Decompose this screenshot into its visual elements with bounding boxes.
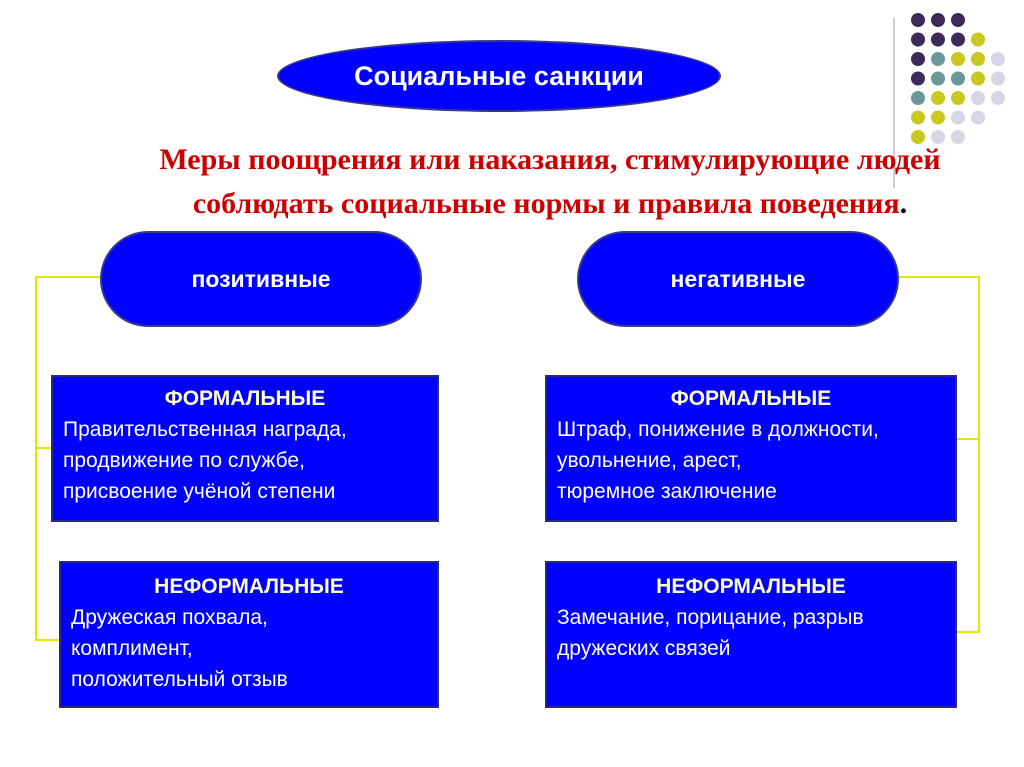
definition-line-2-text: соблюдать социальные нормы и правила поведения [192,187,900,220]
dot-pattern [911,13,1005,144]
negative-formal-line: тюремное заключение [557,480,777,503]
positive-formal-box [51,375,439,522]
decorative-dot [951,72,965,86]
connector-left-vertical [35,276,37,641]
negative-informal-line: Замечание, порицание, разрыв [557,606,864,629]
positive-label: позитивные [191,265,331,292]
decorative-dot [931,91,945,105]
negative-sanctions-pill [577,231,899,327]
negative-formal-heading: ФОРМАЛЬНЫЕ [670,387,832,410]
positive-formal-line: продвижение по службе, [63,449,305,472]
negative-informal-line: дружеских связей [557,637,731,660]
positive-informal-heading: НЕФОРМАЛЬНЫЕ [154,575,344,598]
title-ellipse [277,40,721,112]
positive-informal-box [59,561,439,708]
decorative-dot [911,72,925,86]
decorative-dot [971,111,985,125]
negative-formal-box [545,375,957,522]
positive-formal-line: присвоение учёной степени [63,480,336,503]
title-text: Социальные санкции [354,60,644,91]
decorative-dot [951,91,965,105]
positive-informal-line: Дружеская похвала, [71,606,268,629]
negative-informal-box [545,561,957,708]
decorative-dot [991,91,1005,105]
negative-label: негативные [670,265,806,292]
positive-sanctions-pill [100,231,422,327]
decorative-dot [971,72,985,86]
decorative-dot [931,52,945,66]
negative-informal-heading: НЕФОРМАЛЬНЫЕ [656,575,846,598]
connector-right-vertical [978,276,980,633]
positive-informal-line: комплимент, [71,637,193,660]
connector-left-informal [35,639,60,641]
negative-formal-line: увольнение, арест, [557,449,742,472]
connector-right-informal [956,631,980,633]
decorative-dot [951,111,965,125]
definition-line-1: Меры поощрения или наказания, стимулирующие людей [159,143,941,176]
connector-right-top [898,276,980,278]
decorative-dot [911,91,925,105]
connector-left-formal [35,447,52,449]
positive-formal-heading: ФОРМАЛЬНЫЕ [164,387,326,410]
decorative-dot [911,52,925,66]
decorative-dot [951,52,965,66]
connector-right-formal [956,438,980,440]
decorative-dot [951,33,965,47]
decorative-dot [971,33,985,47]
positive-formal-line: Правительственная награда, [63,418,347,441]
definition-line-2 [80,182,1020,226]
decorative-dot [931,72,945,86]
decorative-dot [931,13,945,27]
decorative-dot [991,52,1005,66]
decorative-dot [931,111,945,125]
decorative-dot [951,13,965,27]
decorative-dot [911,33,925,47]
decorative-dot [911,111,925,125]
decorative-dot [971,52,985,66]
positive-informal-line: положительный отзыв [71,668,288,691]
connector-left-top [35,276,101,278]
decorative-dot [991,72,1005,86]
definition-period: . [899,187,908,220]
decorative-dot [971,91,985,105]
decorative-dot [931,33,945,47]
negative-formal-line: Штраф, понижение в должности, [557,418,879,441]
definition-text [80,138,1020,226]
decorative-dot [911,13,925,27]
